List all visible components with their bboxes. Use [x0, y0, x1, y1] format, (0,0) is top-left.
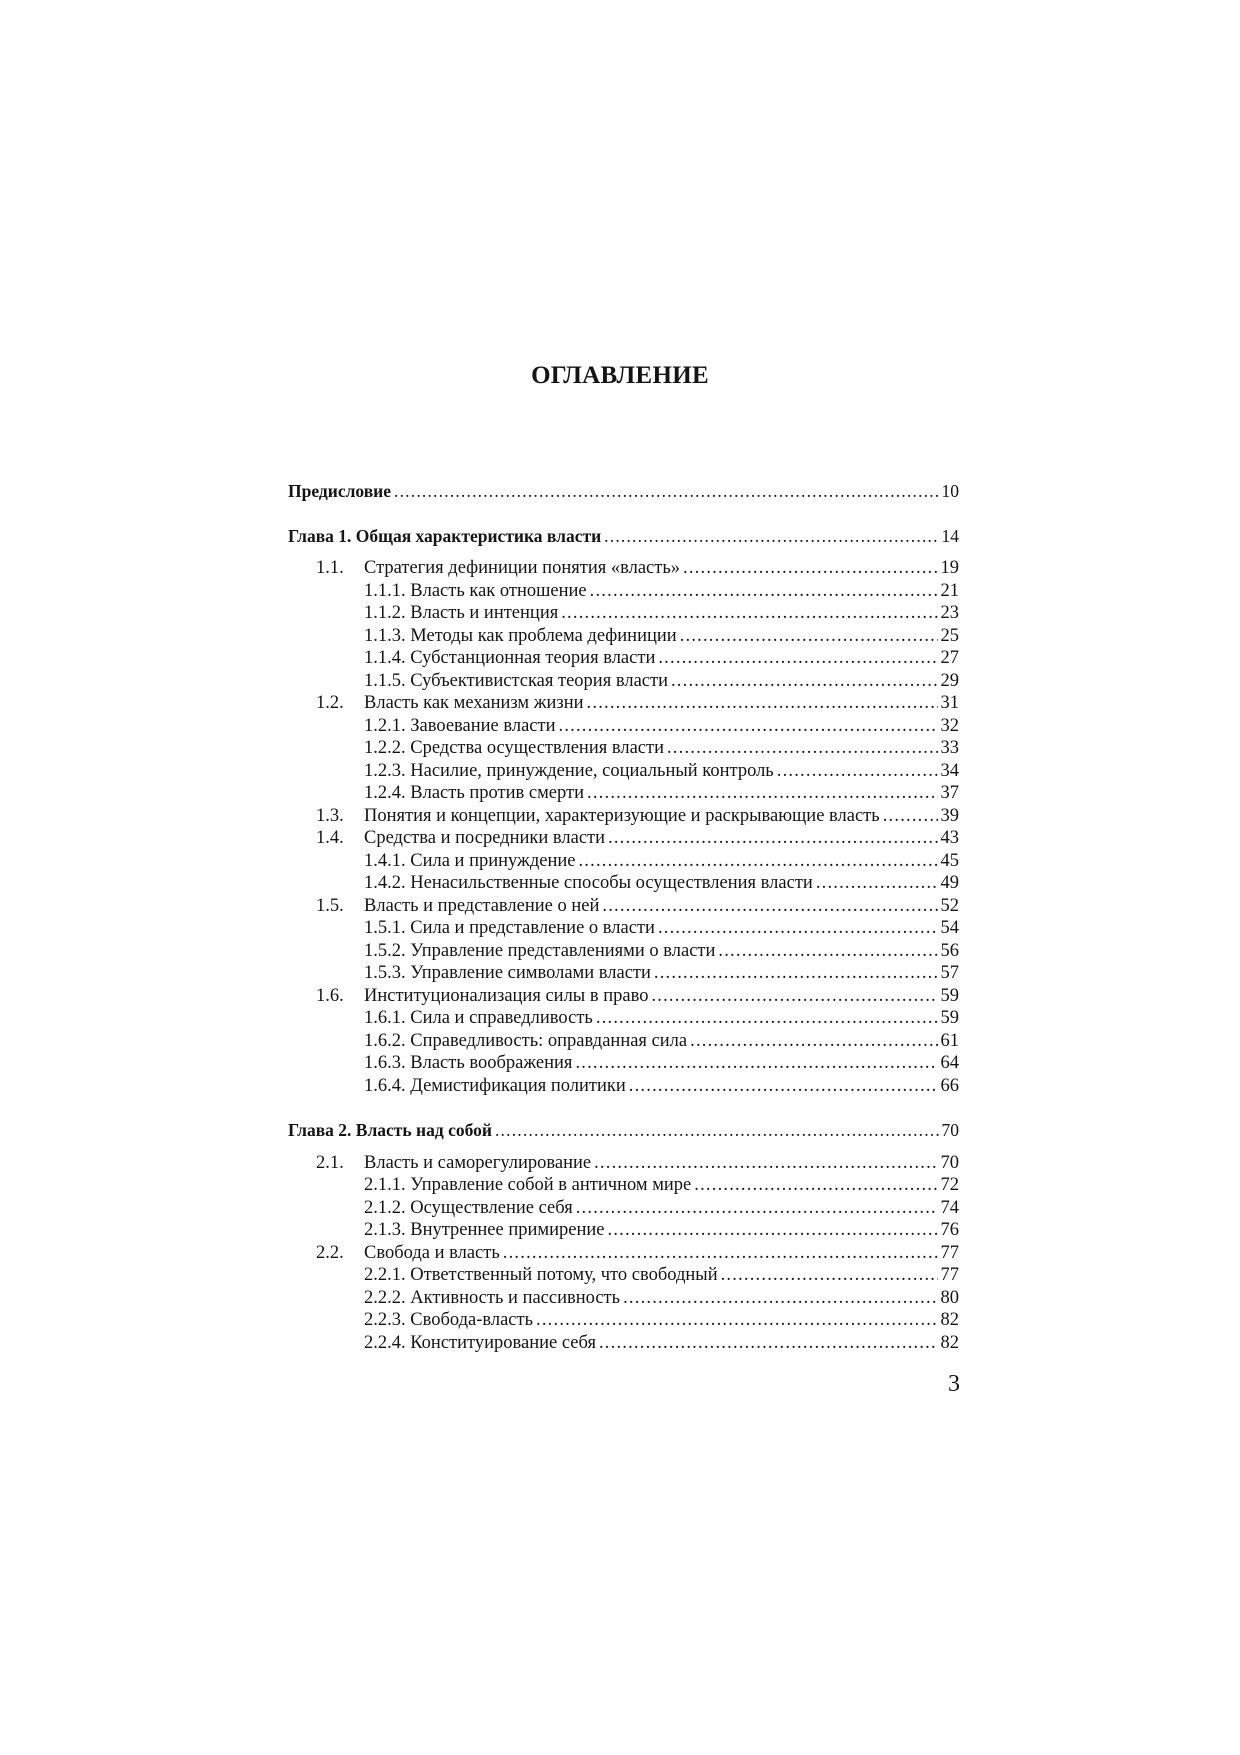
toc-entry-label: 1.2.3. Насилие, принуждение, социальный контроль [364, 760, 774, 781]
toc-entry-label: Стратегия дефиниции понятия «власть» [364, 558, 681, 578]
toc-entry-page: 45 [940, 850, 959, 871]
toc-entry-page: 29 [940, 670, 959, 691]
toc-entry-label: Институционализация силы в право [364, 985, 649, 1006]
toc-entry-subsection [288, 1197, 959, 1220]
toc-entry-page: 37 [940, 783, 959, 803]
toc-entry-subsection [288, 1332, 959, 1355]
dot-leader [671, 670, 938, 693]
toc-entry-label: 2.1.3. Внутреннее примирение [364, 1220, 605, 1240]
toc-entry-label: Власть как механизм жизни [364, 693, 584, 713]
toc-entry-label: 1.5.2. Управление представлениями о власти [364, 940, 716, 961]
toc-entry-subsection [288, 1264, 959, 1287]
toc-entry-number: 1.5. [316, 895, 344, 916]
toc-entry-subsection [288, 625, 959, 648]
toc-entry-number: 1.6. [316, 985, 344, 1006]
toc-entry-number: 1.4. [316, 828, 344, 848]
toc-entry-section [288, 692, 959, 715]
dot-leader [718, 940, 937, 963]
toc-entry-subsection [288, 1007, 959, 1030]
toc-entry-subsection [288, 715, 959, 738]
toc-entry-page: 56 [940, 940, 959, 961]
dot-leader [561, 602, 937, 625]
toc-entry-label: 1.2.1. Завоевание власти [364, 715, 556, 736]
toc-entry-label: 1.5.3. Управление символами власти [364, 963, 651, 983]
toc-entry-subsection [288, 1287, 959, 1310]
dot-leader [559, 715, 938, 738]
toc-entry-label: 1.1.5. Субъективистская теория власти [364, 670, 668, 691]
toc-entry-page: 34 [940, 760, 959, 781]
toc-entry-number: 2.2. [316, 1242, 344, 1263]
toc-entry-label: 1.2.2. Средства осуществления власти [364, 738, 664, 758]
dot-leader [883, 805, 938, 828]
toc-entry-section [288, 557, 959, 580]
toc-entry-label: 1.1.2. Власть и интенция [364, 603, 559, 623]
toc-entry-page: 52 [940, 895, 959, 916]
dot-leader [629, 1075, 938, 1098]
toc-entry-subsection [288, 872, 959, 895]
toc-entry-section [288, 1152, 959, 1175]
dot-leader [602, 895, 937, 918]
toc-entry-subsection [288, 940, 959, 963]
toc-entry-subsection [288, 1309, 959, 1332]
toc-entry-label: Глава 1. Общая характеристика власти [288, 525, 602, 546]
toc-entry-subsection [288, 962, 959, 985]
page-title: ОГЛАВЛЕНИЕ [531, 362, 709, 389]
toc-entry-subsection [288, 580, 959, 603]
toc-entry-page: 74 [940, 1197, 959, 1218]
toc-entry-page: 19 [940, 558, 959, 578]
toc-entry-label: 2.2.2. Активность и пассивность [364, 1287, 621, 1308]
toc-entry-page: 82 [940, 1332, 959, 1353]
toc-entry-preface [288, 480, 959, 503]
toc-entry-subsection [288, 647, 959, 670]
toc-entry-subsection [288, 1174, 959, 1197]
dot-leader [680, 625, 938, 648]
dot-leader [816, 872, 938, 895]
toc-entry-page: 82 [940, 1310, 959, 1330]
toc-entry-page: 33 [940, 738, 959, 758]
toc-entry-section [288, 985, 959, 1008]
dot-leader [576, 1197, 938, 1220]
dot-leader [575, 1052, 937, 1075]
toc-entry-page: 72 [940, 1175, 959, 1195]
dot-leader [654, 962, 938, 985]
toc-entry-label: 1.1.3. Методы как проблема дефиниции [364, 625, 677, 646]
toc-entry-label: 2.1.2. Осуществление себя [364, 1197, 573, 1218]
toc-entry-page: 59 [940, 985, 959, 1006]
toc-entry-label: 1.4.2. Ненасильственные способы осуществления власти [364, 873, 813, 893]
dot-leader [658, 917, 938, 940]
dot-leader [683, 557, 937, 580]
toc-entry-subsection [288, 1052, 959, 1075]
toc-entry-label: Предисловие [288, 481, 392, 501]
toc-entry-label: 1.1.4. Субстанционная теория власти [364, 648, 656, 668]
toc-entry-page: 23 [940, 603, 959, 623]
toc-entry-subsection [288, 602, 959, 625]
toc-entry-section [288, 805, 959, 828]
toc-entry-label: 1.1.1. Власть как отношение [364, 580, 587, 601]
toc-entry-label: 2.2.1. Ответственный потому, что свободный [364, 1265, 718, 1285]
toc-entry-number: 1.2. [316, 693, 344, 713]
toc-entry-page: 31 [940, 693, 959, 713]
dot-leader [721, 1264, 938, 1287]
toc-entry-label: Средства и посредники власти [364, 828, 606, 848]
dot-leader [394, 480, 938, 503]
toc-entry-label: 1.5.1. Сила и представление о власти [364, 918, 655, 938]
toc-entry-label: 2.2.4. Конституирование себя [364, 1332, 596, 1353]
dot-leader [777, 760, 938, 783]
toc-entry-page: 70 [941, 1120, 959, 1140]
toc-entry-page: 80 [940, 1287, 959, 1308]
toc-entry-subsection [288, 670, 959, 693]
toc-entry-page: 66 [940, 1075, 959, 1096]
toc-entry-label: 1.6.3. Власть воображения [364, 1053, 573, 1073]
dot-leader [495, 1119, 939, 1142]
dot-leader [608, 827, 937, 850]
toc-entry-page: 54 [940, 918, 959, 938]
toc-entry-page: 14 [941, 525, 959, 546]
toc-entry-page: 61 [940, 1030, 959, 1051]
toc-entry-section [288, 827, 959, 850]
toc-entry-label: 1.6.1. Сила и справедливость [364, 1008, 593, 1028]
dot-leader [690, 1030, 937, 1053]
toc-entry-page: 57 [940, 963, 959, 983]
toc-entry-label: 1.4.1. Сила и принуждение [364, 850, 576, 871]
toc-entry-page: 32 [940, 715, 959, 736]
dot-leader [599, 1332, 938, 1355]
toc-entry-label: 1.2.4. Власть против смерти [364, 783, 585, 803]
toc-entry-page: 76 [940, 1220, 959, 1240]
dot-leader [623, 1287, 937, 1310]
toc-entry-label: 2.2.3. Свобода-власть [364, 1310, 534, 1330]
toc-entry-page: 39 [940, 805, 959, 826]
toc-entry-page: 21 [940, 580, 959, 601]
toc-entry-subsection [288, 1075, 959, 1098]
dot-leader [658, 647, 937, 670]
toc-entry-subsection [288, 1030, 959, 1053]
toc-entry-page: 43 [940, 828, 959, 848]
toc-entry-label: Власть и представление о ней [364, 895, 600, 916]
toc-entry-label: Глава 2. Власть над собой [288, 1120, 492, 1140]
toc-entry-subsection [288, 737, 959, 760]
dot-leader [536, 1309, 937, 1332]
toc-entry-label: Свобода и власть [364, 1242, 500, 1263]
dot-leader [578, 850, 937, 873]
toc-entry-number: 1.3. [316, 805, 344, 826]
toc-entry-label: 1.6.4. Демистификация политики [364, 1075, 626, 1096]
toc-entry-page: 10 [941, 481, 959, 501]
toc-entry-section [288, 1242, 959, 1265]
toc-entry-page: 49 [940, 873, 959, 893]
dot-leader [604, 525, 938, 548]
toc-entry-label: Понятия и концепции, характеризующие и раскрывающие власть [364, 805, 880, 826]
toc-entry-page: 70 [940, 1152, 959, 1173]
toc-entry-subsection [288, 1219, 959, 1242]
table-of-contents [288, 480, 959, 1354]
dot-leader [503, 1242, 938, 1265]
toc-entry-subsection [288, 917, 959, 940]
dot-leader [596, 1007, 938, 1030]
toc-entry-subsection [288, 850, 959, 873]
toc-entry-page: 64 [940, 1053, 959, 1073]
toc-entry-page: 27 [940, 648, 959, 668]
toc-entry-subsection [288, 760, 959, 783]
dot-leader [608, 1219, 938, 1242]
toc-entry-number: 1.1. [316, 558, 344, 578]
toc-entry-number: 2.1. [316, 1152, 344, 1173]
toc-entry-label: 1.6.2. Справедливость: оправданная сила [364, 1030, 688, 1051]
toc-entry-label: Власть и саморегулирование [364, 1152, 592, 1173]
dot-leader [694, 1174, 937, 1197]
dot-leader [590, 580, 938, 603]
toc-entry-subsection [288, 782, 959, 805]
dot-leader [587, 782, 937, 805]
toc-entry-label: 2.1.1. Управление собой в античном мире [364, 1175, 692, 1195]
toc-entry-page: 77 [940, 1265, 959, 1285]
dot-leader [594, 1152, 937, 1175]
toc-entry-page: 25 [940, 625, 959, 646]
toc-entry-chapter-2 [288, 1119, 959, 1142]
toc-entry-page: 77 [940, 1242, 959, 1263]
dot-leader [587, 692, 938, 715]
dot-leader [651, 985, 937, 1008]
dot-leader [667, 737, 938, 760]
toc-entry-page: 59 [940, 1008, 959, 1028]
page-number: 3 [948, 1371, 960, 1397]
toc-entry-section [288, 895, 959, 918]
toc-entry-chapter-1 [288, 525, 959, 548]
